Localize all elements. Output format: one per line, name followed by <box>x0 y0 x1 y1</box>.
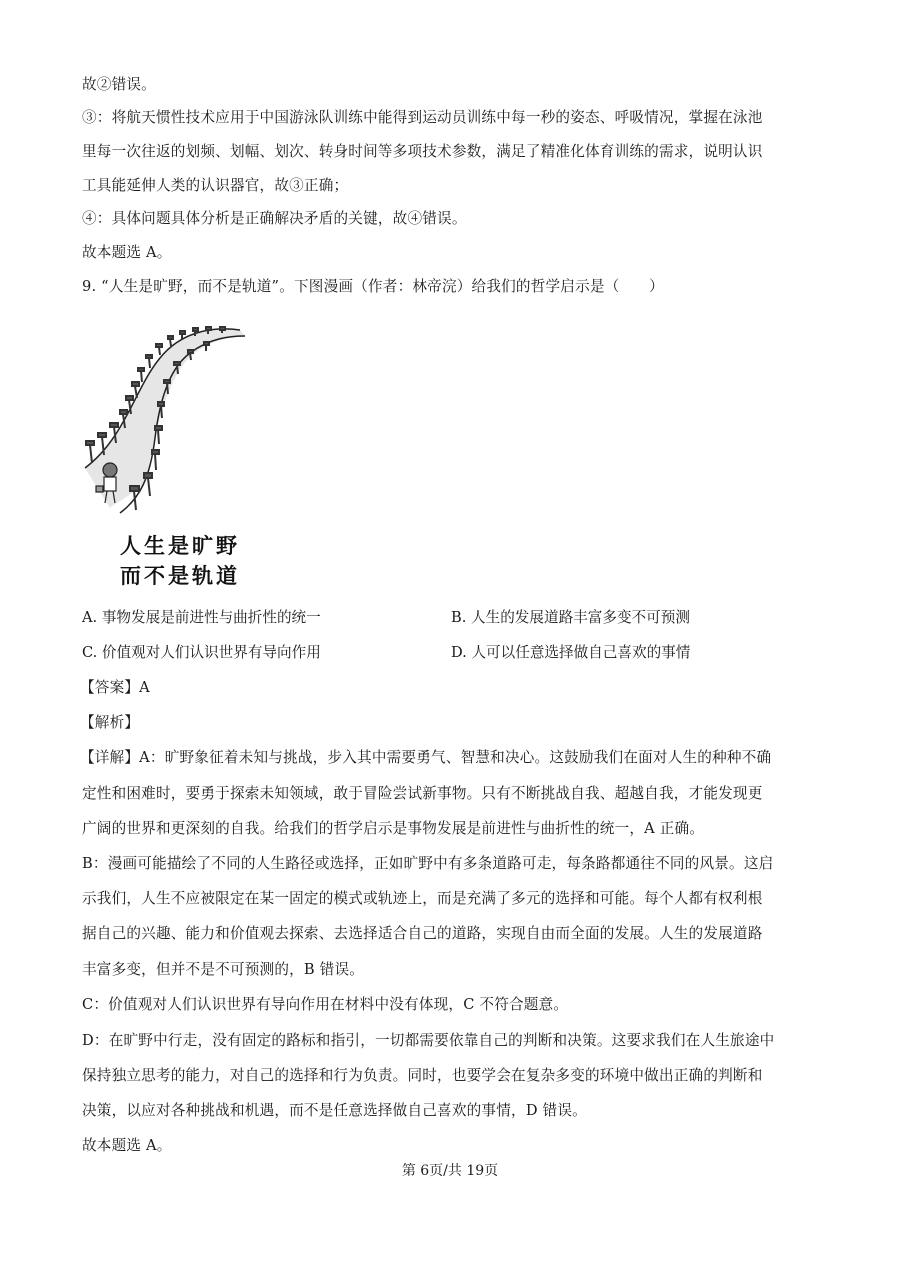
question-9-stem: 9. “人生是旷野，而不是轨道”。下图漫画（作者：林帝浣）给我们的哲学启示是（ ） <box>82 278 664 295</box>
option-b: B. 人生的发展道路丰富多变不可预测 <box>451 609 690 626</box>
detail-line: 【详解】A：旷野象征着未知与挑战，步入其中需要勇气、智慧和决心。这鼓励我们在面对人生的种种不确 <box>80 749 772 766</box>
text-line: 故本题选 A。 <box>82 244 172 261</box>
answer-label: 【答案】A <box>80 679 150 696</box>
text-line: 故②错误。 <box>82 76 156 93</box>
conclusion-line: 故本题选 A。 <box>82 1137 172 1154</box>
text-line: 工具能延伸人类的认识器官，故③正确； <box>82 177 349 194</box>
text-line: 里每一次往返的划频、划幅、划次、转身时间等多项技术参数，满足了精准化体育训练的需求，说明认识 <box>82 143 763 160</box>
comic-illustration <box>80 318 260 593</box>
detail-line: B：漫画可能描绘了不同的人生路径或选择，正如旷野中有多条道路可走，每条路都通往不同的风景。这启 <box>82 855 774 872</box>
option-d: D. 人可以任意选择做自己喜欢的事情 <box>451 644 691 661</box>
detail-line: C：价值观对人们认识世界有导向作用在材料中没有体现，C 不符合题意。 <box>82 996 569 1013</box>
text-line: ④：具体问题具体分析是正确解决矛盾的关键，故④错误。 <box>82 210 467 227</box>
detail-line: 丰富多变，但并不是不可预测的，B 错误。 <box>82 961 365 978</box>
page-footer: 第 6页/共 19页 <box>401 1163 499 1179</box>
detail-line: 定性和困难时，要勇于探索未知领域，敢于冒险尝试新事物。只有不断挑战自我、超越自我，才能发现更 <box>82 785 763 802</box>
detail-line: 保持独立思考的能力，对自己的选择和行为负责。同时，也要学会在复杂多变的环境中做出正确的判断和 <box>82 1067 763 1084</box>
comic-caption-line-2: 而不是轨道 <box>120 564 240 588</box>
option-c: C. 价值观对人们认识世界有导向作用 <box>82 644 321 661</box>
detail-line: 决策，以应对各种挑战和机遇，而不是任意选择做自己喜欢的事情，D 错误。 <box>82 1102 587 1119</box>
comic-caption-line-1: 人生是旷野 <box>120 534 240 558</box>
text-line: ③：将航天惯性技术应用于中国游泳队训练中能得到运动员训练中每一秒的姿态、呼吸情况，掌握在泳池 <box>82 109 763 126</box>
detail-line: 广阔的世界和更深刻的自我。给我们的哲学启示是事物发展是前进性与曲折性的统一，A 正确。 <box>82 820 705 837</box>
analysis-heading: 【解析】 <box>80 714 140 731</box>
detail-line: D：在旷野中行走，没有固定的路标和指引，一切都需要依靠自己的判断和决策。这要求我们在人生旅途中 <box>82 1032 775 1049</box>
detail-line: 示我们，人生不应被限定在某一固定的模式或轨迹上，而是充满了多元的选择和可能。每个人都有权利根 <box>82 890 763 907</box>
detail-line: 据自己的兴趣、能力和价值观去探索、去选择适合自己的道路，实现自由而全面的发展。人生的发展道路 <box>82 925 763 942</box>
option-a: A. 事物发展是前进性与曲折性的统一 <box>82 609 321 626</box>
